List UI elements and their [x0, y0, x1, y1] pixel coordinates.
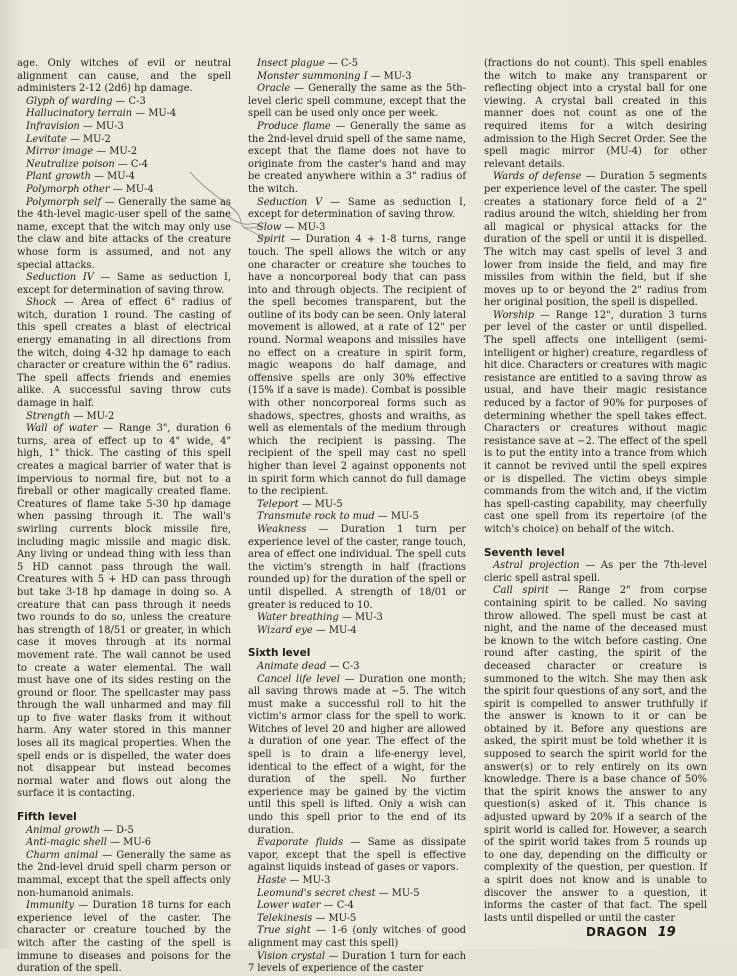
- spell-name: Polymorph self: [26, 196, 102, 208]
- spell-entry: [17, 900, 231, 976]
- spell-name: Hallucinatory terrain: [26, 108, 133, 120]
- spell-entry: [17, 171, 231, 184]
- spell-description: — Generally the same as the 5th-level cleric spell commune, except that the spell can be used only once per week.: [248, 83, 466, 120]
- spell-description: — Duration 1 turn per experience level of the caster, range touch, area of effect one individual. The spell cuts the victim's strength in half (fractions rounded up) for the duration of the spell or until dispelled. A strength of 18/01 or greater is reduced to 10.: [248, 523, 466, 611]
- spell-description: — Same as seduction I, except for determination of saving throw.: [17, 272, 231, 296]
- spell-description: — 1-6 (only witches of good alignment may cast this spell): [248, 925, 466, 949]
- spell-entry: [248, 121, 466, 197]
- spell-name: Anti-magic shell: [26, 837, 107, 849]
- spell-entry: [248, 951, 466, 976]
- spell-name: Weakness: [257, 523, 307, 535]
- spell-description: — MU-2: [93, 146, 138, 158]
- spell-description: — MU-6: [106, 837, 151, 849]
- text-column-3: [484, 58, 707, 925]
- spell-description: — MU-3: [367, 70, 412, 82]
- spell-name: Levitate: [26, 133, 67, 145]
- spell-name: Neutralize poison: [26, 158, 115, 170]
- spell-entry: [248, 661, 466, 674]
- spell-entry: [17, 423, 231, 801]
- spell-entry: [248, 58, 466, 71]
- spell-name: True sight: [257, 925, 311, 937]
- spell-entry: [17, 96, 231, 109]
- spell-description: — Generally the same as the 4th-level magic-user spell of the same name, except that the witch may only use the claw and bite attacks of the creature whose form is assumed, and not any special attacks.: [17, 196, 231, 271]
- spell-description: — D-5: [99, 824, 134, 836]
- spell-description: — Area of effect 6" radius of witch, duration 1 round. The casting of this spell creates a blast of electrical energy emanating in all directions from the witch, doing 4-32 hp damage to each character or creature within the 6" radius. The spell affects friends and enemies alike. A successful saving throw cuts damage in half.: [17, 297, 231, 410]
- spell-entry: [17, 197, 231, 273]
- spell-entry: [17, 121, 231, 134]
- spell-description: — MU-2: [66, 133, 111, 145]
- spell-entry: [248, 234, 466, 498]
- text-column-1: [17, 58, 231, 976]
- section-heading: Seventh level: [484, 546, 565, 559]
- spell-name: Wall of water: [26, 423, 98, 435]
- spell-entry: [484, 310, 707, 537]
- spell-name: Mirror image: [26, 146, 94, 158]
- spell-description: — MU-3: [281, 221, 326, 233]
- spell-description: — Same as dissipate vapor, except that the spell is effective against liquids instead of gases or vapors.: [248, 837, 466, 874]
- spell-entry: [17, 297, 231, 410]
- spell-name: Cancel life level: [257, 673, 340, 685]
- spell-description: — Duration 18 turns for each experience level of the caster. The character or creature touched by the witch after the casting of the spell is immune to diseases and poisons for the duration of the spell.: [17, 900, 231, 975]
- spell-name: Plant growth: [26, 171, 91, 183]
- spell-entry: [17, 411, 231, 424]
- spell-name: Infravision: [26, 120, 80, 132]
- spell-description: — Generally the same as the 2nd-level druid spell charm person or mammal, except that the spell affects only non-humanoid animals.: [17, 849, 231, 899]
- spell-description: — MU-2: [70, 410, 115, 422]
- spell-description: — MU-3: [338, 612, 383, 624]
- spell-description: — Duration one month; all saving throws made at −5. The witch must make a successful roll to hit the victim's armor class for the spell to work. Witches of level 20 and higher are allowed a duration of one year. The effect of the spell is to drain a life-energy level, identical to the effect of a wight, for the duration of the spell. No further experience may be gained by the victim until this spell is lifted. Only a wish can undo this spell prior to the end of its duration.: [248, 673, 466, 836]
- spell-description: — C-4: [114, 158, 149, 170]
- spell-name: Insect plague: [257, 58, 325, 69]
- text-column-2: [248, 58, 466, 976]
- spell-name: Monster summoning I: [257, 70, 368, 82]
- spell-description: — Duration 1 turn for each 7 levels of experience of the caster: [248, 950, 466, 975]
- spell-entry: [484, 171, 707, 310]
- spell-entry: [17, 134, 231, 147]
- spell-description: — MU-5: [375, 887, 420, 899]
- spell-name: Vision crystal: [257, 950, 326, 962]
- spell-name: Shock: [26, 297, 57, 309]
- spell-entry: [484, 560, 707, 585]
- spell-entry: [248, 625, 466, 638]
- spell-description: — MU-5: [298, 498, 343, 510]
- spell-name: Spirit: [257, 234, 286, 246]
- spell-description: — Range 12", duration 3 turns per level of the caster or until dispelled. The spell affects one intelligent (semi-intelligent or higher) creature, regardless of hit dice. Characters or creatures with magic resistance are entitled to a saving throw as usual, and have their magic resistance reduced by a factor of 90% for purposes of determining whether the spell takes effect. Characters or creatures without magic resistance save at −2. The effect of the spell is to put the entity into a trance from which it cannot be revived until the spell expires or is dispelled. The victim obeys simple commands from the witch and, if the victim has spell-casting capability, may cheerfully cast one spell from its repertoire (of the witch's choice) on behalf of the witch.: [484, 309, 707, 535]
- page-number: 19: [657, 925, 676, 940]
- spell-entry: [17, 108, 231, 121]
- spell-name: Seduction IV: [26, 272, 94, 284]
- spell-entry: [248, 197, 466, 222]
- spell-entry: [248, 913, 466, 926]
- spell-description: — MU-3: [79, 120, 124, 132]
- spell-entry: [248, 222, 466, 235]
- spell-name: Polymorph other: [26, 183, 110, 195]
- spell-name: Evaporate fluids: [257, 837, 344, 849]
- spell-name: Charm animal: [26, 849, 98, 861]
- spell-entry: [17, 159, 231, 172]
- spell-entry: [17, 146, 231, 159]
- spell-entry: [17, 825, 231, 838]
- spell-name: Lower water: [257, 900, 321, 912]
- spell-name: Haste: [257, 875, 287, 886]
- spell-description: — Generally the same as the 2nd-level druid spell of the same name, except that the flame does not have to originate from the caster's hand and may be created anywhere within a 3" radius of the witch.: [248, 120, 466, 195]
- spell-name: Oracle: [257, 83, 291, 95]
- spell-entry: [248, 837, 466, 875]
- spell-name: Animate dead: [257, 660, 327, 672]
- continued-text: (fractions do not count). This spell enables the witch to make any transparent or reflecting object into a crystal ball for one viewing. A crystal ball created in this manner does not count as one of the required items for a witch desiring admission to the High Secret Order. See the spell magic mirror (MU-4) for other relevant details.: [484, 58, 707, 170]
- spell-description: — Range 3", duration 6 turns, area of effect up to 4" wide, 4" high, 1" thick. The casting of this spell creates a magical barrier of water that is impervious to normal fire, but not to a fireball or other magically created flame. Creatures of flame take 5-30 hp damage when passing through it. The wall's swirling currents block missile fire, including magic missile and magic disk. Any living or undead thing with less than 5 HD cannot pass through the wall. Creatures with 5 + HD can pass through but take 3-18 hp damage in doing so. A creature that can pass through it needs two rounds to do so, unless the creature has strength of 18/51 or greater, in which case it moves through at its normal movement rate. The wall cannot be used to create a water elemental. The wall must have one of its sides resting on the ground or floor. The spellcaster may pass through the wall unharmed and may fill up to five water flasks from it without harm. Any water stored in this manner loses all its magical properties. When the spell ends or is dispelled, the water does not disappear but instead becomes normal water and flows out along the surface it is contacting.: [17, 423, 231, 800]
- spell-entry: [248, 83, 466, 121]
- spell-entry: [248, 499, 466, 512]
- spell-entry: [484, 585, 707, 925]
- spell-description: — MU-4: [90, 171, 135, 183]
- spell-entry: [248, 888, 466, 901]
- spell-description: — MU-5: [312, 912, 357, 924]
- spell-name: Wards of defense: [493, 171, 582, 183]
- section-heading: Sixth level: [248, 647, 311, 660]
- spell-name: Animal growth: [26, 824, 100, 836]
- spell-description: — MU-4: [109, 183, 154, 195]
- page-footer: [586, 921, 676, 940]
- spell-name: Astral projection: [493, 560, 580, 572]
- section-heading: Fifth level: [17, 811, 77, 824]
- spell-entry: [248, 71, 466, 84]
- spell-name: Slow: [257, 221, 282, 233]
- spell-description: — Range 2" from corpse containing spirit to be called. No saving throw allowed. The spell must be cast at night, and the name of the deceased must be known to the witch before casting. One round after casting, the spirit of the deceased character or creature is summoned to the witch. She may then ask the spirit four questions of any sort, and the spirit is compelled to answer truthfully if the answer is known to it or can be obtained by it. Before any questions are asked, the spirit must be told whether it is supposed to search the spirit world for the answer(s) or to rely entirely on its own knowledge. There is a base chance of 50% that the spirit knows the answer to any question(s) asked of it. This chance is adjusted upward by 20% if a search of the spirit world is called for. However, a search of the spirit world takes from 5 rounds up to one day, depending on the difficulty or complexity of the question, per question. If a spirit does not know and is unable to discover the answer to a question, it informs the caster of that fact. The spell lasts until dispelled or until the caster: [484, 585, 707, 924]
- spell-entry: [17, 272, 231, 297]
- spell-name: Teleport: [257, 498, 299, 510]
- spell-name: Seduction V: [257, 196, 323, 208]
- spell-name: Telekinesis: [257, 912, 313, 924]
- spell-description: — MU-4: [312, 624, 357, 636]
- spell-entry: [248, 524, 466, 612]
- magazine-name: DRAGON: [586, 925, 648, 939]
- spell-description: — MU-5: [374, 511, 419, 523]
- spell-description: — As per the 7th-level cleric spell astral spell.: [484, 560, 707, 584]
- spell-name: Water breathing: [257, 612, 339, 624]
- spell-description: — MU-4: [132, 108, 177, 120]
- spell-description: — C-3: [112, 95, 146, 107]
- spell-entry: [17, 184, 231, 197]
- spell-description: — Duration 5 segments per experience level of the caster. The spell creates a stationary force field of a 2" radius around the witch, shielding her from all magical or physical attacks for the duration of the spell or until it is dispelled. The witch may cast spells of level 3 and lower from inside the field, and may fire missiles from within the field, but if she moves up to or beyond the 2" radius from her original position, the spell is dispelled.: [484, 171, 707, 309]
- spell-name: Transmute rock to mud: [257, 511, 375, 523]
- spell-entry: [248, 612, 466, 625]
- spell-entry: [248, 674, 466, 838]
- spell-name: Call spirit: [493, 585, 549, 597]
- spell-entry: [248, 511, 466, 524]
- spell-name: Worship: [493, 309, 535, 321]
- continued-text: age. Only witches of evil or neutral alignment can cause, and the spell administers 2-12 (2d6) hp damage.: [17, 58, 231, 95]
- spell-name: Leomund's secret chest: [257, 887, 376, 899]
- spell-entry: [17, 837, 231, 850]
- spell-description: — MU-3: [286, 875, 331, 886]
- spell-entry: [248, 875, 466, 888]
- spell-name: Produce flame: [257, 120, 331, 132]
- spell-entry: [248, 900, 466, 913]
- spell-description: — C-3: [326, 660, 360, 672]
- spell-description: — Duration 4 + 1-8 turns, range touch. The spell allows the witch or any one character or creature she touches to have a noncorporeal body that can pass into and through objects. The recipient of the spell becomes transparent, but the outline of its body can be seen. Only lateral movement is allowed, at a rate of 12" per round. Normal weapons and missiles have no effect on a creature in spirit form, magic weapons do half damage, and offensive spells are only 30% effective (15% if a save is made). Combat is possible with other noncorporeal forms such as shadows, spectres, ghosts and wraiths, as well as elementals of the medium through which the recipient is passing. The recipient of the spell may cast no spell higher than level 2 against opponents not in spirit form which cannot do full damage to the recipient.: [248, 234, 466, 498]
- spell-description: — Same as seduction I, except for determination of saving throw.: [248, 196, 466, 221]
- spell-description: — C-5: [324, 58, 359, 69]
- spell-description: — C-4: [320, 900, 354, 912]
- spell-entry: [248, 925, 466, 950]
- spell-entry: [17, 850, 231, 900]
- spell-name: Immunity: [26, 900, 75, 912]
- spell-name: Glyph of warding: [26, 95, 113, 107]
- spell-name: Wizard eye: [257, 624, 313, 636]
- spell-name: Strength: [26, 410, 71, 422]
